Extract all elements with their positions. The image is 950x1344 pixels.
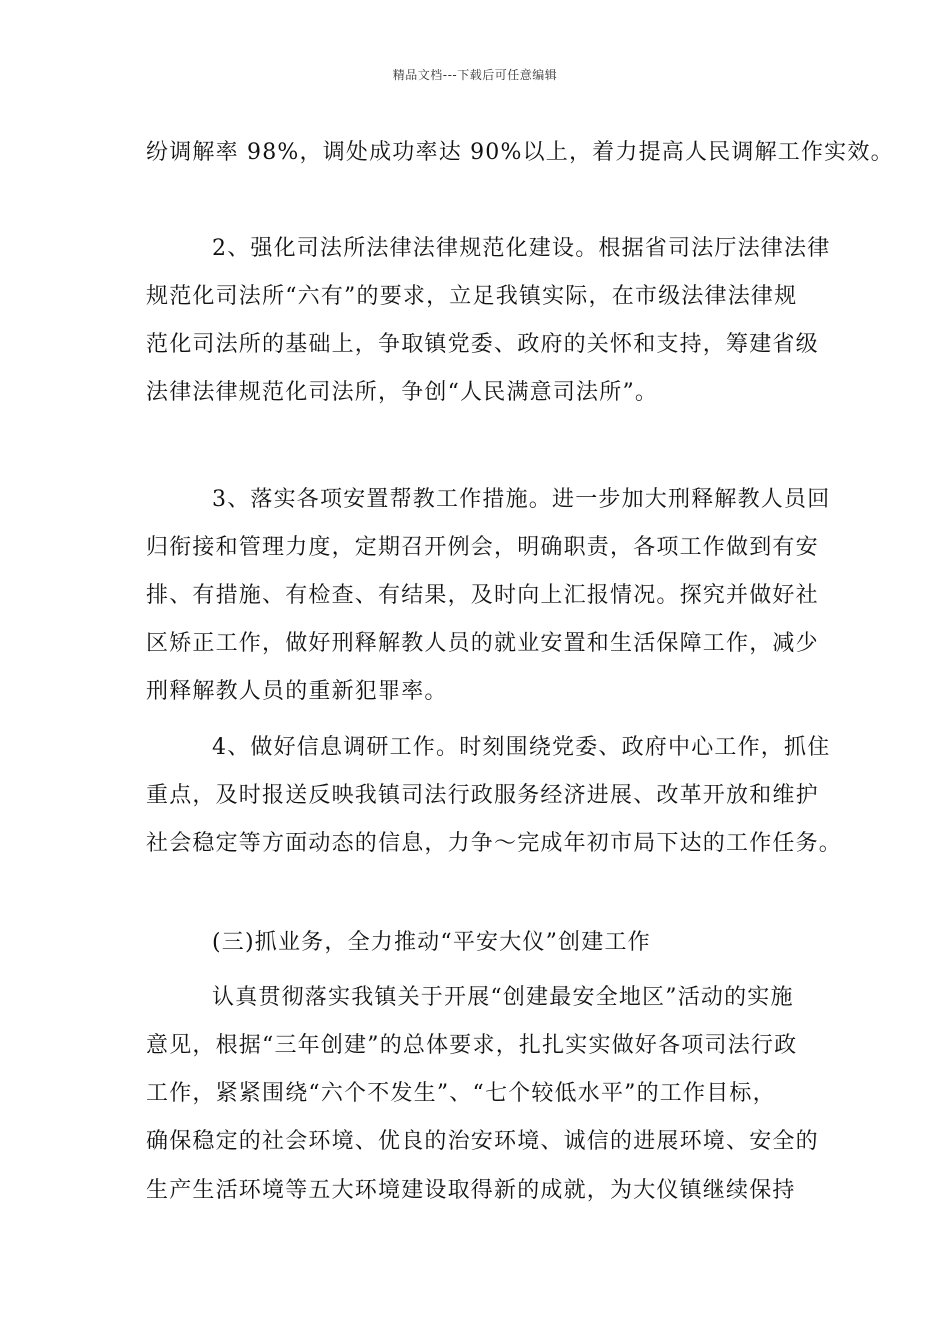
section-heading: (三)抓业务，全力推动“平安大仪”创建工作 — [212, 930, 651, 955]
text-line: 生产生活环境等五大环境建设取得新的成就，为大仪镇继续保持 — [146, 1178, 796, 1203]
text-line: 刑释解教人员的重新犯罪率。 — [146, 679, 448, 704]
text-line: 2、强化司法所法律法律规范化建设。根据省司法厅法律法律 — [212, 236, 831, 261]
text-line: 确保稳定的社会环境、优良的治安环境、诚信的进展环境、安全的 — [146, 1129, 819, 1154]
text-line: 纷调解率 98%，调处成功率达 90%以上，着力提高人民调解工作实效。 — [146, 140, 894, 165]
text-line: 重点，及时报送反映我镇司法行政服务经济进展、改革开放和维护 — [146, 783, 819, 808]
text-line: 归衔接和管理力度，定期召开例会，明确职责，各项工作做到有安 — [146, 535, 819, 560]
text-line: 范化司法所的基础上，争取镇党委、政府的关怀和支持，筹建省级 — [146, 332, 819, 357]
text-line: 规范化司法所“六有”的要求，立足我镇实际，在市级法律法律规 — [146, 284, 798, 309]
text-line: 排、有措施、有检查、有结果，及时向上汇报情况。探究并做好社 — [146, 583, 819, 608]
text-line: 法律法律规范化司法所，争创“人民满意司法所”。 — [146, 380, 659, 405]
page-header: 精品文档---下载后可任意编辑 — [392, 68, 558, 82]
text-line: 意见，根据“三年创建”的总体要求，扎扎实实做好各项司法行政 — [146, 1033, 798, 1058]
text-line: 工作，紧紧围绕“六个不发生”、“七个较低水平”的工作目标， — [146, 1081, 776, 1106]
text-line: 4、做好信息调研工作。时刻围绕党委、政府中心工作，抓住 — [212, 735, 831, 760]
text-line: 3、落实各项安置帮教工作措施。进一步加大刑释解教人员回 — [212, 487, 831, 512]
text-line: 社会稳定等方面动态的信息，力争～完成年初市局下达的工作任务。 — [146, 831, 843, 856]
text-line: 区矫正工作，做好刑释解教人员的就业安置和生活保障工作，减少 — [146, 631, 819, 656]
text-line: 认真贯彻落实我镇关于开展“创建最安全地区”活动的实施 — [212, 985, 794, 1010]
